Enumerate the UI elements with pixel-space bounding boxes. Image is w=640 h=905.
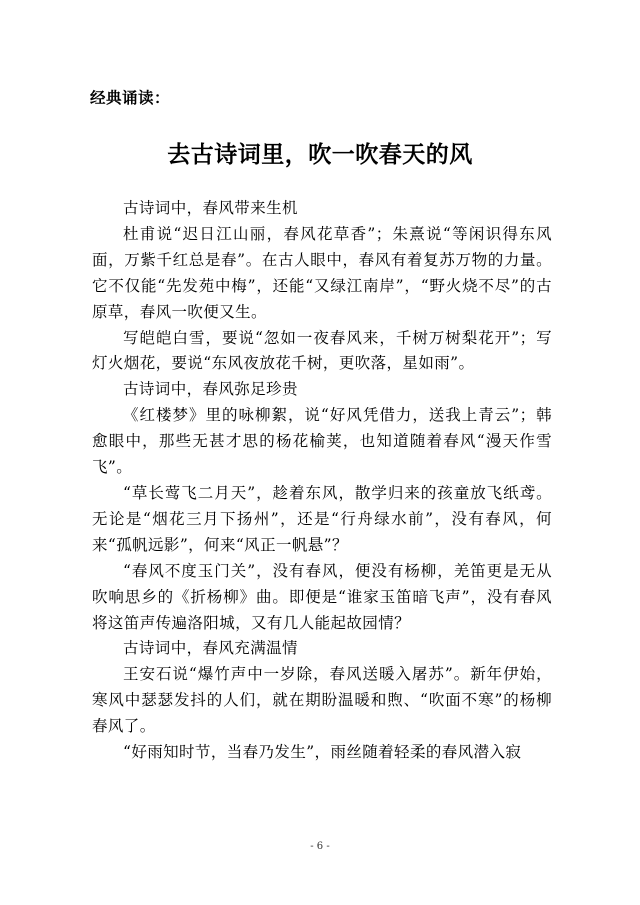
paragraph: 王安石说“爆竹声中一岁除，春风送暖入屠苏”。新年伊始，寒风中瑟瑟发抖的人们，就在期盼温暖和煦、“吹面不寒”的杨柳春风了。 [92,665,552,736]
paragraph: 古诗词中，春风充满温情 [123,639,298,658]
paragraph: 《红楼梦》里的咏柳絮，说“好风凭借力，送我上青云”；韩愈眼中，那些无甚才思的杨花榆荚，也知道随着春风“漫天作雪飞”。 [92,406,552,477]
page-number: - 6 - [310,841,330,852]
article-title: 去古诗词里，吹一吹春天的风 [167,141,473,168]
paragraph: “草长莺飞二月天”，趁着东风，散学归来的孩童放飞纸鸢。无论是“烟花三月下扬州”，还是“行舟绿水前”，没有春风，何来“孤帆远影”，何来“风正一帆悬”？ [92,483,552,554]
paragraph: 写皑皑白雪，要说“忽如一夜春风来，千树万树梨花开”；写灯火烟花，要说“东风夜放花千树，更吹落，星如雨”。 [92,328,552,373]
paragraph: 杜甫说“迟日江山丽，春风花草香”；朱熹说“等闲识得东风面，万紫千红总是春”。在古人眼中，春风有着复苏万物的力量。它不仅能“先发苑中梅”，还能“又绿江南岸”，“野火烧不尽”的古原草，春风一吹便又生。 [92,224,552,321]
paragraph: “春风不度玉门关”，没有春风，便没有杨柳，羌笛更是无从吹响思乡的《折杨柳》曲。即便是“谁家玉笛暗飞声”，没有春风将这笛声传遍洛阳城，又有几人能起故园情？ [92,561,552,632]
paragraph: 古诗词中，春风带来生机 [123,199,298,217]
paragraph: 古诗词中，春风弥足珍贵 [123,380,298,399]
section-label: 经典诵读： [90,89,171,107]
paragraph: “好雨知时节，当春乃发生”，雨丝随着轻柔的春风潜入寂 [123,743,522,762]
article-body [92,196,552,766]
